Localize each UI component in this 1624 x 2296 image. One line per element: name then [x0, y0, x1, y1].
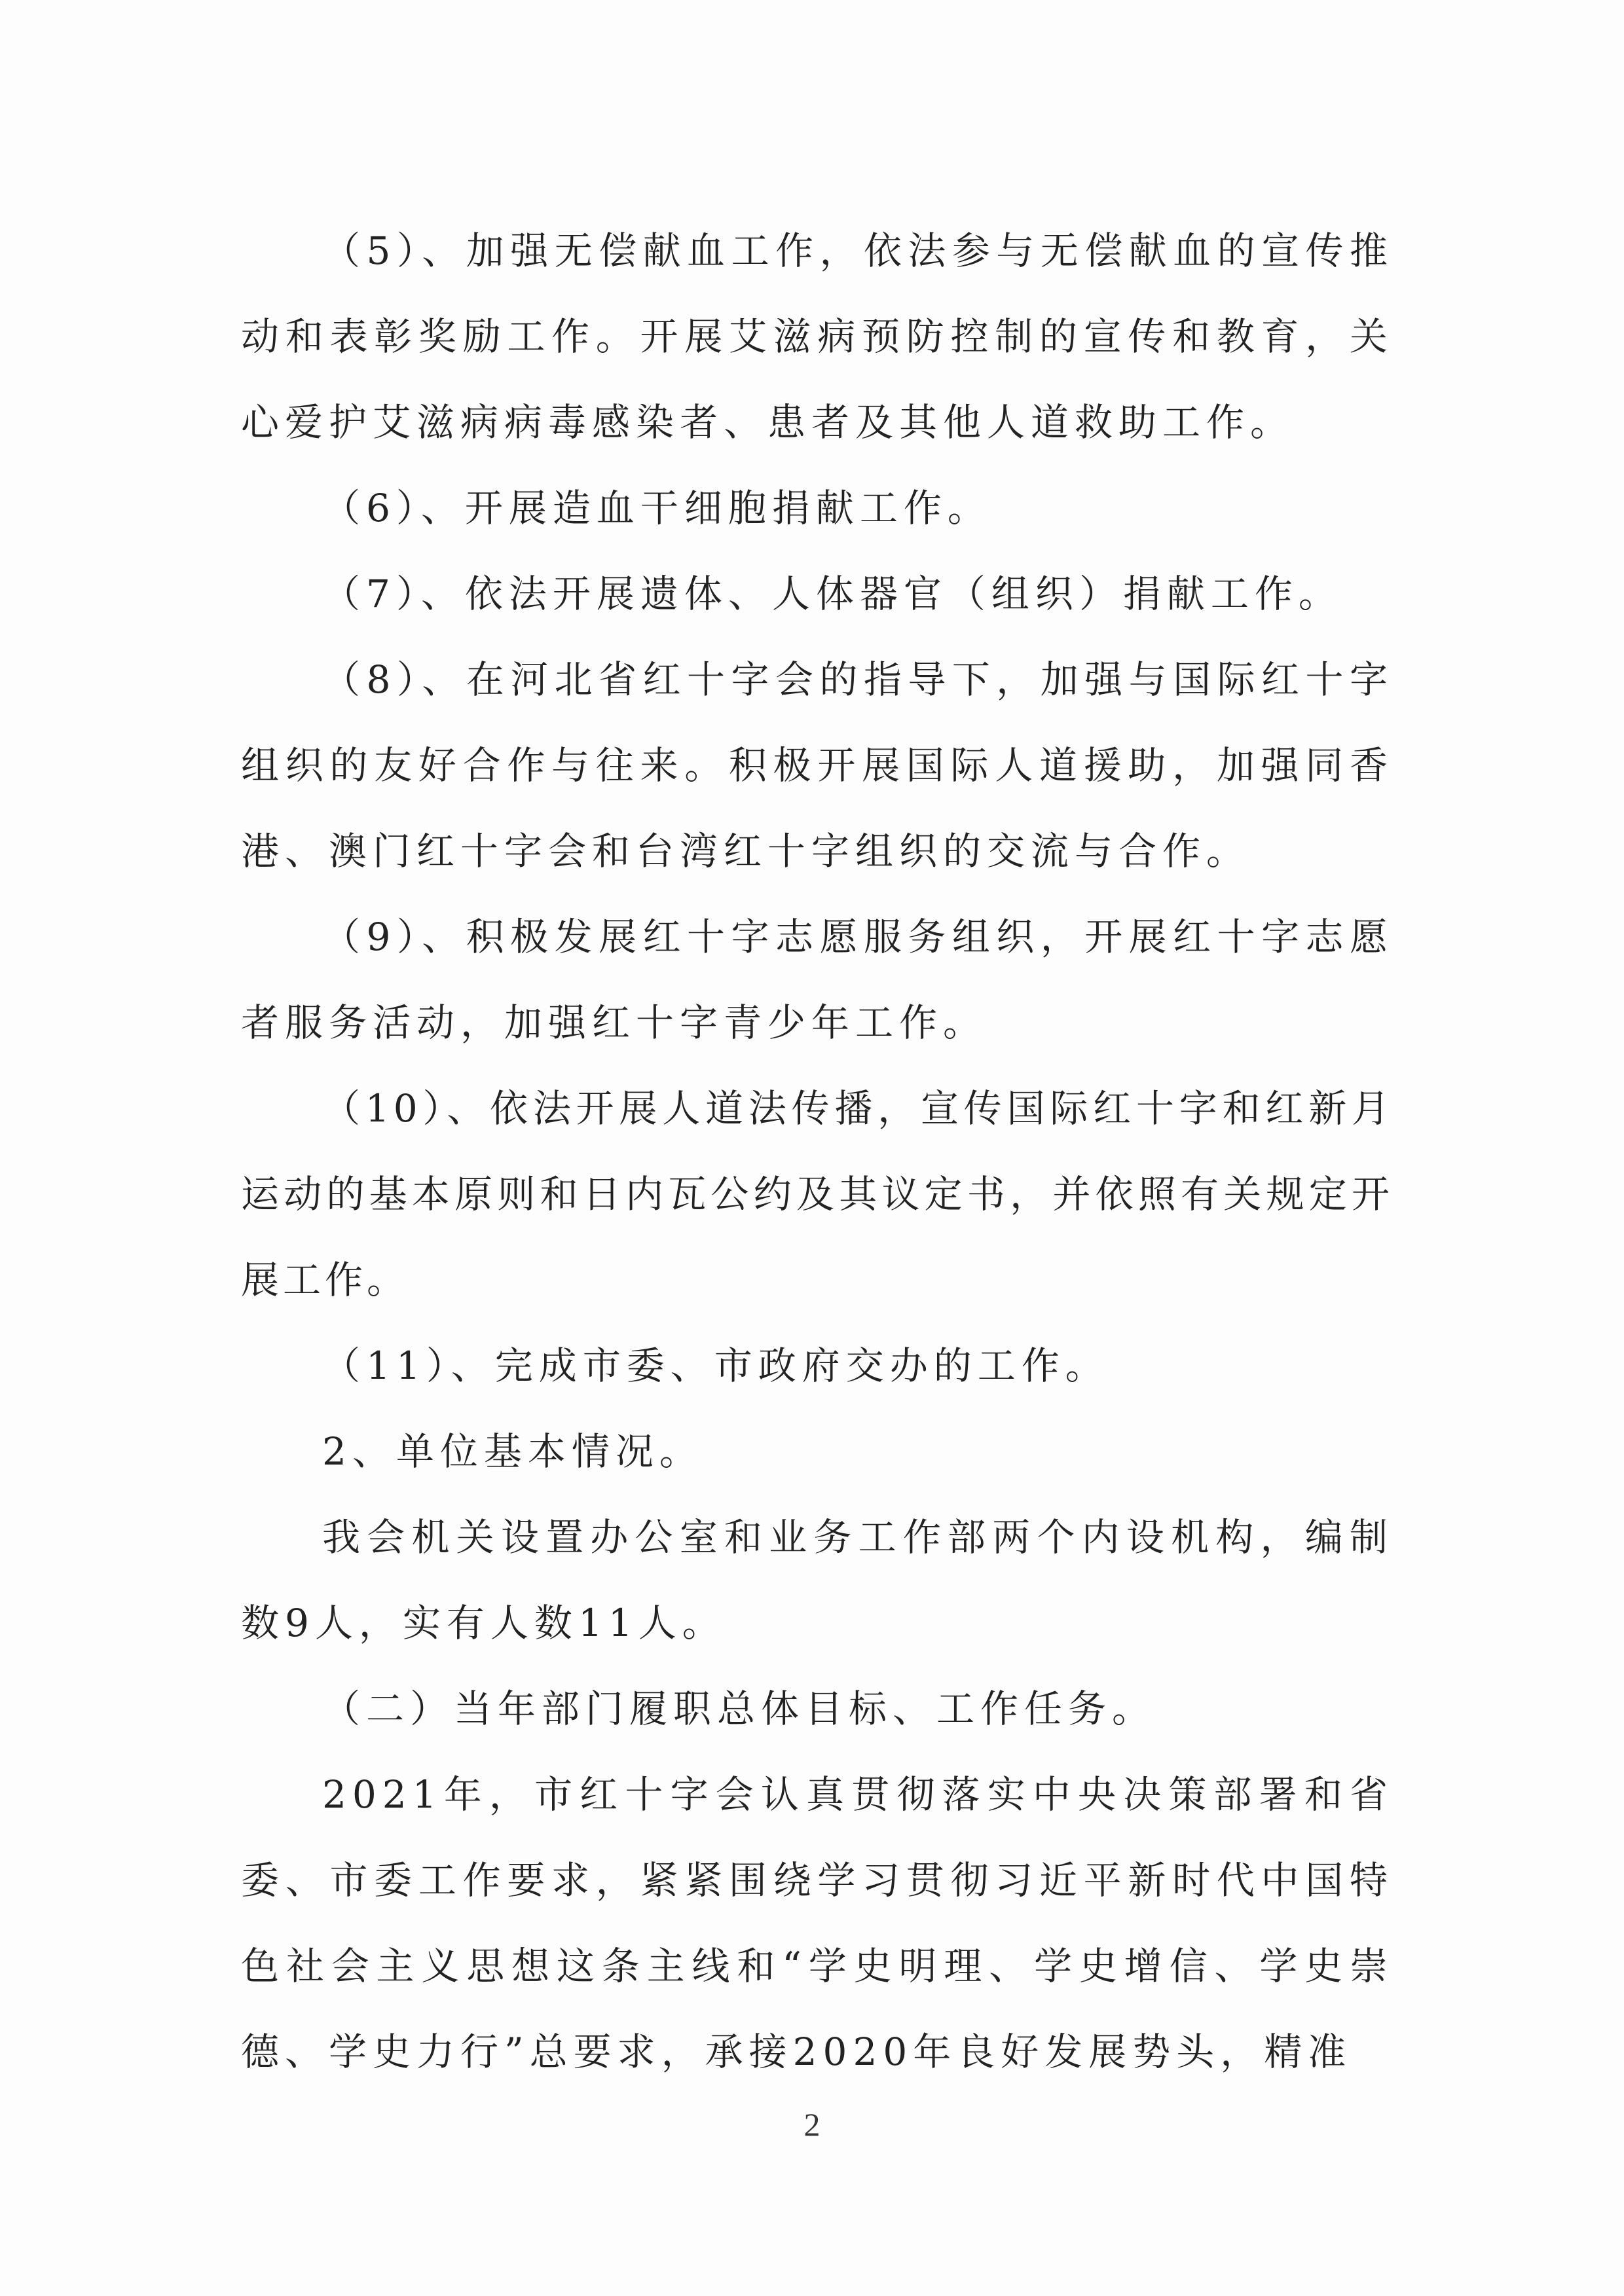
page-number: 2: [803, 2106, 821, 2143]
paragraph-item-7: （7）、依法开展遗体、人体器官（组织）捐献工作。: [322, 572, 1342, 616]
paragraph-item-11: （11）、完成市委、市政府交办的工作。: [322, 1343, 1109, 1388]
paragraph-unit-staffing: 我会机关设置办公室和业务工作部两个内设机构，编制数9人，实有人数11人。: [241, 1515, 1393, 1645]
section-heading-annual-goals: （二）当年部门履职总体目标、工作任务。: [322, 1686, 1156, 1731]
paragraph-item-6: （6）、开展造血干细胞捐献工作。: [322, 486, 991, 530]
paragraph-item-8: （8）、在河北省红十字会的指导下，加强与国际红十字组织的友好合作与往来。积极开展国际人道援助，加强同香港、澳门红十字会和台湾红十字组织的交流与合作。: [241, 657, 1393, 873]
paragraph-item-5: （5）、加强无偿献血工作，依法参与无偿献血的宣传推动和表彰奖励工作。开展艾滋病预防控制的宣传和教育，关心爱护艾滋病病毒感染者、患者及其他人道救助工作。: [241, 228, 1393, 445]
section-heading-unit-basics: 2、单位基本情况。: [322, 1429, 703, 1474]
paragraph-annual-goals: 2021年，市红十字会认真贯彻落实中央决策部署和省委、市委工作要求，紧紧围绕学习贯彻习近平新时代中国特色社会主义思想这条主线和“学史明理、学史增信、学史崇德、学史力行”总要求，承接2020年良好发展势头，精准: [241, 1772, 1393, 2074]
paragraph-item-10: （10）、依法开展人道法传播，宣传国际红十字和红新月运动的基本原则和日内瓦公约及其议定书，并依照有关规定开展工作。: [241, 1086, 1393, 1302]
document-body: [241, 208, 1393, 2095]
paragraph-item-9: （9）、积极发展红十字志愿服务组织，开展红十字志愿者服务活动，加强红十字青少年工作。: [241, 915, 1393, 1045]
